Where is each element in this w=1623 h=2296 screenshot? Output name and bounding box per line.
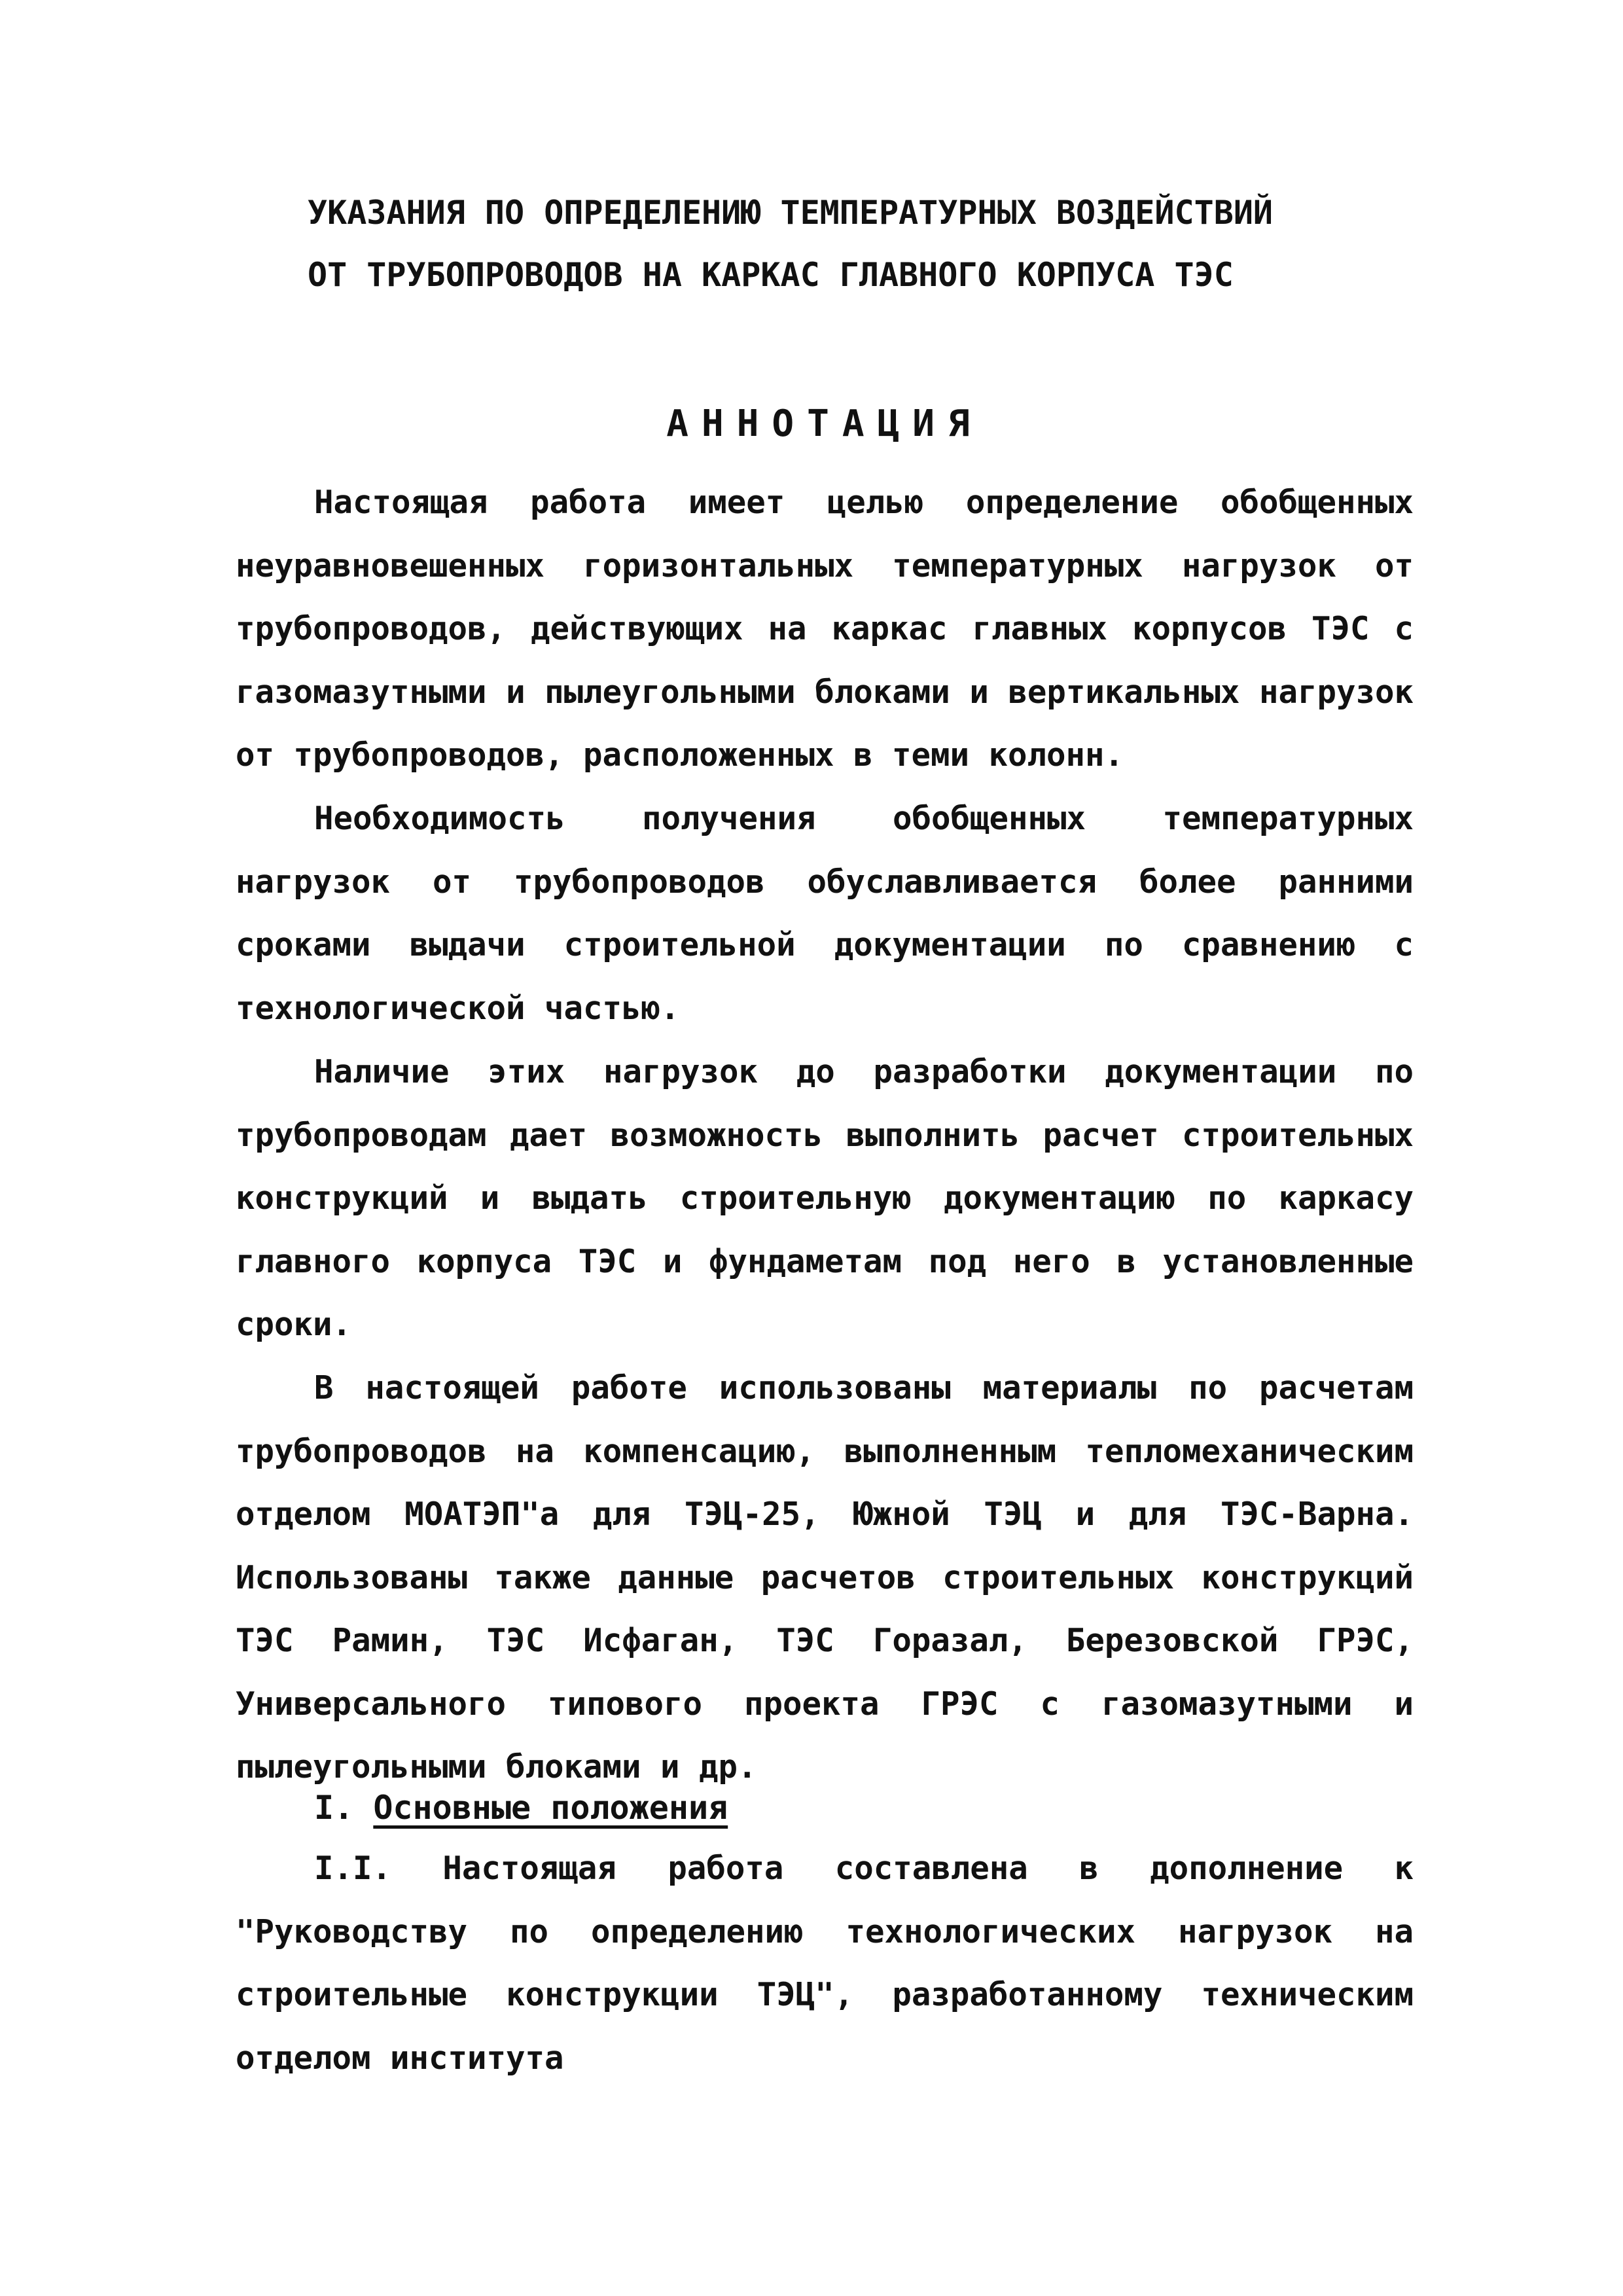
section-heading: [314, 1782, 728, 1834]
section-number: I.: [314, 1789, 354, 1827]
paragraph-text: Наличие этих нагрузок до разработки документации по трубопроводам дает возможность выполнить расчет строительных конструкций и выдать строительную документацию по каркасу главного корпуса ТЭС и фундаметам под него в установленные сроки.: [236, 1053, 1414, 1343]
title-line-1: УКАЗАНИЯ ПО ОПРЕДЕЛЕНИЮ ТЕМПЕРАТУРНЫХ ВОЗДЕЙСТВИЙ: [308, 194, 1274, 232]
paragraph-4: [236, 1357, 1414, 1799]
paragraph-1: [236, 471, 1414, 787]
annotation-heading: АННОТАЦИЯ: [666, 403, 983, 445]
clause-text: I.I. Настоящая работа составлена в дополнение к "Руководству по определению технологических нагрузок на строительные конструкции ТЭЦ", разработанному техническим отделом института: [236, 1850, 1414, 2077]
paragraph-3: [236, 1041, 1414, 1357]
paragraph-text: В настоящей работе использованы материалы по расчетам трубопроводов на компенсацию, выполненным тепломеханическим отделом МОАТЭП"а для ТЭЦ-25, Южной ТЭЦ и для ТЭС-Варна. Использованы также данные расчетов строительных конструкций ТЭС Рамин, ТЭС Исфаган, ТЭС Горазал, Березовской ГРЭС, Универсального типового проекта ГРЭС с газомазутными и пылеугольными блоками и др.: [236, 1369, 1414, 1785]
paragraph-text: Необходимость получения обобщенных температурных нагрузок от трубопроводов обуславливается более ранними сроками выдачи строительной документации по сравнению с технологической частью.: [236, 800, 1414, 1027]
section-title: Основные положения: [373, 1789, 728, 1827]
paragraph-text: Настоящая работа имеет целью определение обобщенных неуравновешенных горизонтальных температурных нагрузок от трубопроводов, действующих на каркас главных корпусов ТЭС с газомазутными и пылеугольными блоками и вертикальных нагрузок от трубопроводов, расположенных в теми колонн.: [236, 484, 1414, 774]
title-line-2: ОТ ТРУБОПРОВОДОВ НА КАРКАС ГЛАВНОГО КОРПУСА ТЭС: [308, 256, 1234, 294]
paragraph-2: [236, 787, 1414, 1040]
clause-1-1: [236, 1837, 1414, 2090]
